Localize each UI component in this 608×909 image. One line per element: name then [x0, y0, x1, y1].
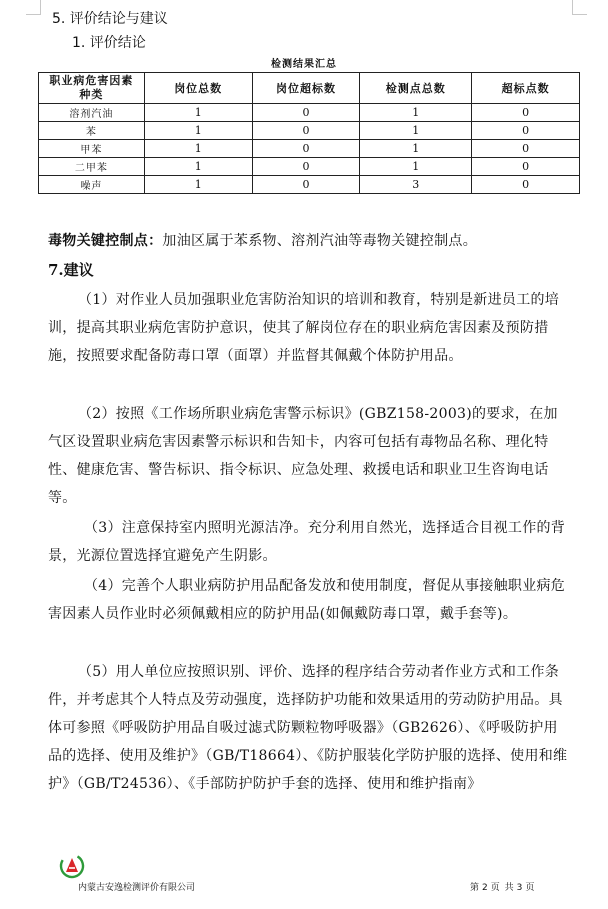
table-header-row [39, 73, 580, 104]
recommendation-1: （1）对作业人员加强职业危害防治知识的培训和教育，特别是新进员工的培训，提高其职业病危害防护意识，使其了解岗位存在的职业病危害因素及预防措施，按照要求配备防毒口罩（面罩）并监督其佩戴个体防护用品。 [48, 292, 560, 364]
table-caption: 检测结果汇总 [271, 59, 337, 70]
cell-points: 3 [360, 176, 472, 194]
cell-posts: 1 [144, 176, 252, 194]
key-control-point [48, 227, 568, 255]
recommendation-5: （5）用人单位应按照识别、评价、选择的程序结合劳动者作业方式和工作条件，并考虑其个人特点及劳动强度，选择防护功能和效果适用的劳动防护用品。具体可参照《呼吸防护用品自吸过滤式防颗粒物呼吸器》（GB2626）、《呼吸防护用品的选择、使用及维护》（GB/T18664）、《防护服装化学防护服的选择、使用和维护》（GB/T24536）、《手部防护防护手套的选择、使用和维护指南》 [48, 664, 568, 792]
cell-points: 1 [360, 122, 472, 140]
column-header-points-over: 超标点数 [472, 73, 580, 104]
cell-points-over: 0 [472, 122, 580, 140]
recommendations-heading: 7.建议 [48, 261, 94, 279]
column-header-posts-over: 岗位超标数 [252, 73, 360, 104]
margin-corner-top-left [26, 0, 41, 15]
cell-posts: 1 [144, 140, 252, 158]
footer-page-number: 第 2 页 共 3 页 [470, 883, 536, 893]
footer-company-name: 内蒙古安逸检测评价有限公司 [78, 883, 196, 893]
cell-points-over: 0 [472, 104, 580, 122]
subsection-heading: 1. 评价结论 [72, 35, 146, 51]
margin-corner-top-right [572, 0, 587, 15]
company-logo-icon [58, 852, 86, 880]
cell-factor: 溶剂汽油 [39, 104, 145, 122]
results-table [38, 72, 580, 194]
cell-posts-over: 0 [252, 104, 360, 122]
cell-points: 1 [360, 140, 472, 158]
cell-posts: 1 [144, 122, 252, 140]
column-header-factor: 职业病危害因素 种类 [39, 73, 145, 104]
cell-factor: 噪声 [39, 176, 145, 194]
cell-posts-over: 0 [252, 158, 360, 176]
table-row [39, 122, 580, 140]
cell-factor: 二甲苯 [39, 158, 145, 176]
key-control-text: 加油区属于苯系物、溶剂汽油等毒物关键控制点。 [162, 233, 478, 249]
table-row [39, 176, 580, 194]
cell-points-over: 0 [472, 140, 580, 158]
table-row [39, 158, 580, 176]
cell-posts-over: 0 [252, 122, 360, 140]
cell-posts-over: 0 [252, 176, 360, 194]
cell-posts: 1 [144, 104, 252, 122]
recommendation-2: （2）按照《工作场所职业病危害警示标识》(GBZ158-2003)的要求，在加气区设置职业病危害因素警示标识和告知卡，内容可包括有毒物品名称、理化特性、健康危害、警告标识、指令标识、应急处理、救援电话和职业卫生咨询电话等。 [48, 406, 558, 506]
cell-factor: 甲苯 [39, 140, 145, 158]
table-row [39, 104, 580, 122]
cell-factor: 苯 [39, 122, 145, 140]
cell-points-over: 0 [472, 158, 580, 176]
cell-points: 1 [360, 104, 472, 122]
cell-posts: 1 [144, 158, 252, 176]
cell-points: 1 [360, 158, 472, 176]
recommendation-3: （3）注意保持室内照明光源洁净。充分利用自然光，选择适合目视工作的背景，光源位置选择宜避免产生阴影。 [48, 520, 566, 564]
cell-posts-over: 0 [252, 140, 360, 158]
cell-points-over: 0 [472, 176, 580, 194]
column-header-posts: 岗位总数 [144, 73, 252, 104]
recommendation-4: （4）完善个人职业病防护用品配备发放和使用制度，督促从事接触职业病危害因素人员作业时必须佩戴相应的防护用品(如佩戴防毒口罩，戴手套等)。 [48, 578, 566, 622]
key-control-label: 毒物关键控制点： [48, 233, 163, 249]
column-header-points: 检测点总数 [360, 73, 472, 104]
table-row [39, 140, 580, 158]
section-heading: 5. 评价结论与建议 [52, 11, 168, 27]
